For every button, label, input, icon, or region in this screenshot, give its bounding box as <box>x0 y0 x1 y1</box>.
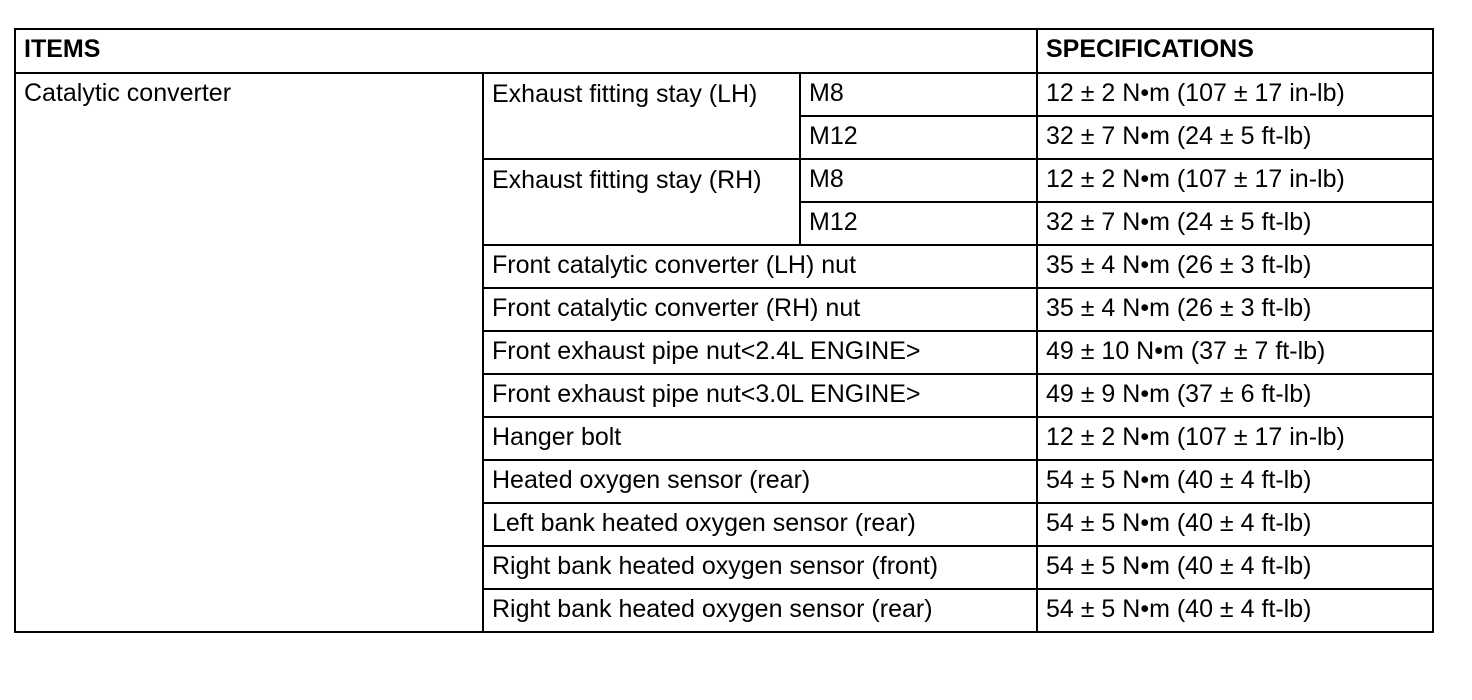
size-cell: M12 <box>800 116 1037 159</box>
spec-cell: 35 ± 4 N•m (26 ± 3 ft-lb) <box>1037 288 1433 331</box>
item-cell: Exhaust fitting stay (LH) <box>483 73 800 159</box>
items-header: ITEMS <box>15 29 1037 73</box>
item-cell: Heated oxygen sensor (rear) <box>483 460 1037 503</box>
item-cell: Front catalytic converter (RH) nut <box>483 288 1037 331</box>
specifications-table <box>14 28 1434 633</box>
item-cell: Front exhaust pipe nut<3.0L ENGINE> <box>483 374 1037 417</box>
item-cell: Hanger bolt <box>483 417 1037 460</box>
spec-cell: 49 ± 10 N•m (37 ± 7 ft-lb) <box>1037 331 1433 374</box>
size-cell: M12 <box>800 202 1037 245</box>
group-cell: Catalytic converter <box>15 73 483 632</box>
spec-cell: 54 ± 5 N•m (40 ± 4 ft-lb) <box>1037 460 1433 503</box>
spec-cell: 12 ± 2 N•m (107 ± 17 in-lb) <box>1037 73 1433 116</box>
spec-cell: 12 ± 2 N•m (107 ± 17 in-lb) <box>1037 417 1433 460</box>
item-cell: Front exhaust pipe nut<2.4L ENGINE> <box>483 331 1037 374</box>
table-row <box>15 73 1433 116</box>
specifications-header: SPECIFICATIONS <box>1037 29 1433 73</box>
spec-cell: 54 ± 5 N•m (40 ± 4 ft-lb) <box>1037 503 1433 546</box>
size-cell: M8 <box>800 73 1037 116</box>
item-cell: Left bank heated oxygen sensor (rear) <box>483 503 1037 546</box>
item-cell: Front catalytic converter (LH) nut <box>483 245 1037 288</box>
spec-cell: 49 ± 9 N•m (37 ± 6 ft-lb) <box>1037 374 1433 417</box>
header-row <box>15 29 1433 73</box>
spec-cell: 54 ± 5 N•m (40 ± 4 ft-lb) <box>1037 589 1433 632</box>
item-cell: Right bank heated oxygen sensor (rear) <box>483 589 1037 632</box>
item-cell: Exhaust fitting stay (RH) <box>483 159 800 245</box>
spec-cell: 32 ± 7 N•m (24 ± 5 ft-lb) <box>1037 116 1433 159</box>
spec-cell: 32 ± 7 N•m (24 ± 5 ft-lb) <box>1037 202 1433 245</box>
spec-cell: 35 ± 4 N•m (26 ± 3 ft-lb) <box>1037 245 1433 288</box>
item-cell: Right bank heated oxygen sensor (front) <box>483 546 1037 589</box>
size-cell: M8 <box>800 159 1037 202</box>
spec-cell: 12 ± 2 N•m (107 ± 17 in-lb) <box>1037 159 1433 202</box>
spec-cell: 54 ± 5 N•m (40 ± 4 ft-lb) <box>1037 546 1433 589</box>
